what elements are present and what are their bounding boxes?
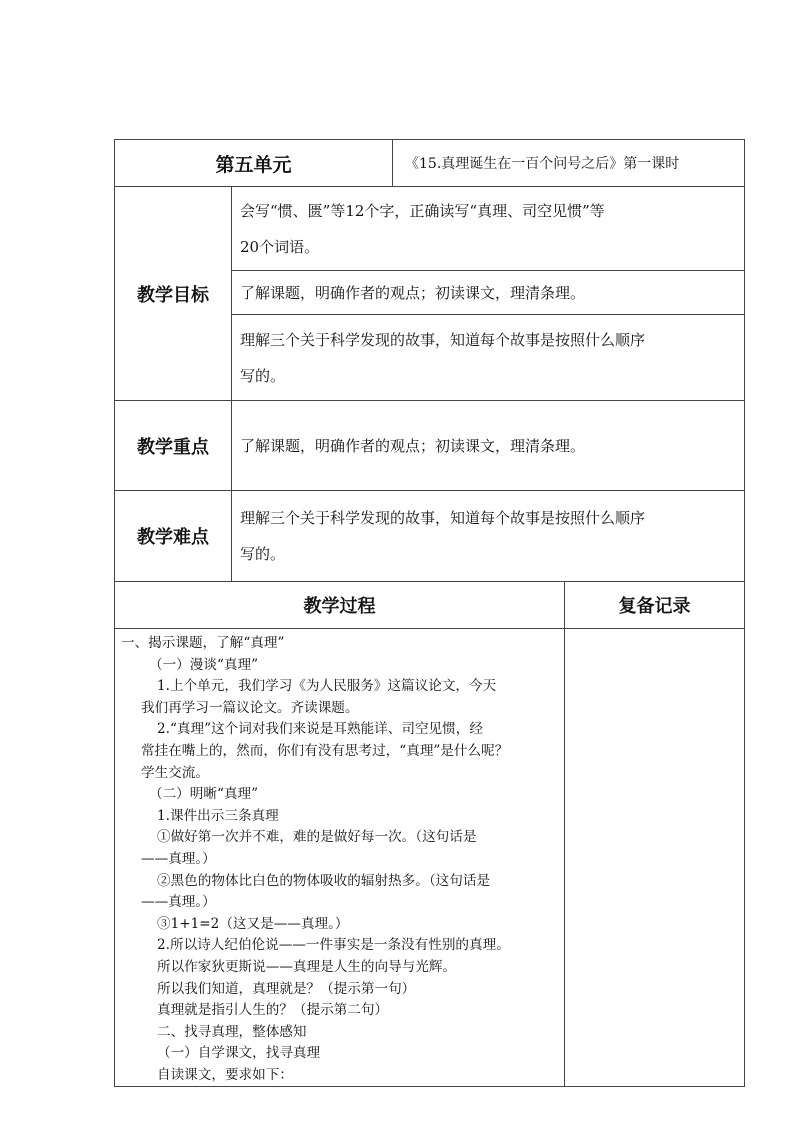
key-points-label: 教学重点 (115, 401, 232, 491)
lesson-plan-table (114, 139, 745, 1087)
process-line: （二）明晰“真理” (149, 786, 259, 803)
process-line: （一）漫谈“真理” (149, 656, 259, 673)
record-notes-cell[interactable] (565, 629, 745, 1087)
header-row (115, 140, 745, 187)
difficulties-text (232, 491, 745, 582)
objective-3 (232, 315, 745, 401)
difficulties-line-1: 理解三个关于科学发现的故事，知道每个故事是按照什么顺序 (240, 509, 646, 527)
process-line: ①做好第一次并不难，难的是做好每一次。（这句话是 (157, 829, 477, 846)
objective-row-1 (115, 187, 745, 271)
objective-1-line-1: 会写“惯、匮”等12个字，正确读写“真理、司空见惯”等 (240, 201, 605, 220)
process-line: 学生交流。 (141, 764, 209, 781)
process-line: 真理就是指引人生的？（提示第二句） (157, 1002, 389, 1019)
process-line: 常挂在嘴上的，然而，你们有没有思考过，“真理”是什么呢？ (141, 742, 509, 759)
process-line: 2.所以诗人纪伯伦说——一件事实是一条没有性别的真理。 (157, 937, 510, 954)
process-content (115, 629, 565, 1087)
process-line: 2.“真理”这个词对我们来说是耳熟能详、司空见惯，经 (157, 721, 483, 738)
process-label: 教学过程 (115, 582, 565, 629)
process-line: ——真理。） (141, 894, 216, 911)
process-line: ②黑色的物体比白色的物体吸收的辐射热多。（这句话是 (157, 872, 491, 889)
difficulties-row (115, 491, 745, 582)
objective-3-line-1: 理解三个关于科学发现的故事，知道每个故事是按照什么顺序 (240, 330, 646, 349)
process-line: 自读课文，要求如下： (157, 1066, 293, 1083)
record-label: 复备记录 (565, 582, 745, 629)
process-body-row (115, 629, 745, 1087)
objective-1-line-2: 20个词语。 (240, 237, 320, 256)
process-line: ③1+1=2（这又是——真理。） (157, 915, 349, 932)
objective-2 (232, 271, 745, 315)
process-line: 所以作家狄更斯说——真理是人生的向导与光辉。 (157, 958, 457, 975)
objective-3-line-2: 写的。 (240, 366, 286, 385)
process-line: 1.课件出示三条真理 (157, 807, 279, 824)
process-header-row (115, 582, 745, 629)
lesson-title: 《15.真理诞生在一百个问号之后》第一课时 (393, 140, 745, 187)
key-points-text: 了解课题，明确作者的观点；初读课文，理清条理。 (232, 401, 745, 491)
process-line: 一、揭示课题，了解“真理” (121, 635, 285, 651)
process-line: 二、找寻真理，整体感知 (157, 1023, 307, 1040)
difficulties-label: 教学难点 (115, 491, 232, 582)
key-points-row (115, 401, 745, 491)
unit-title: 第五单元 (115, 140, 393, 187)
difficulties-line-2: 写的。 (240, 545, 286, 563)
process-line: 我们再学习一篇议论文。齐读课题。 (141, 699, 359, 716)
process-line: （一）自学课文，找寻真理 (157, 1045, 321, 1062)
process-line: ——真理。） (141, 850, 216, 867)
process-line: 所以我们知道，真理就是？（提示第一句） (157, 980, 416, 997)
objective-1 (232, 187, 745, 271)
objective-2-line-1: 了解课题，明确作者的观点；初读课文，理清条理。 (240, 283, 586, 302)
process-line: 1.上个单元，我们学习《为人民服务》这篇议论文，今天 (157, 678, 497, 695)
objectives-label: 教学目标 (115, 187, 232, 401)
